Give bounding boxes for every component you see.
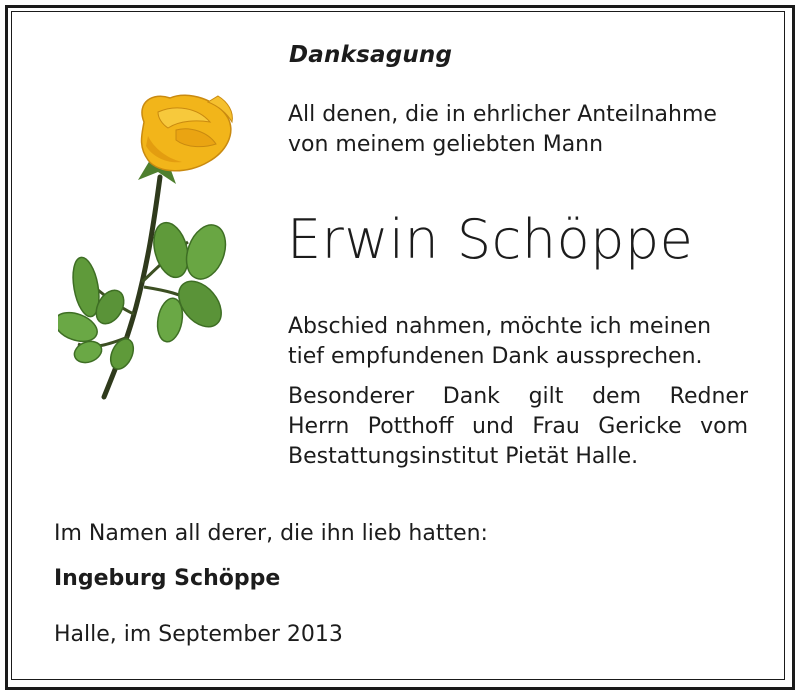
farewell-paragraph <box>288 312 748 372</box>
yellow-rose-icon <box>58 82 248 402</box>
heading-danksagung: Danksagung <box>289 42 453 68</box>
thanks-line-1: Besonderer Dank gilt dem Redner <box>288 384 748 409</box>
farewell-line-2: tief empfundenen Dank aussprechen. <box>288 344 703 369</box>
deceased-name: Erwin Schöppe <box>287 208 694 271</box>
thanks-paragraph <box>288 382 748 472</box>
farewell-line-1: Abschied nahmen, möchte ich meinen <box>288 314 712 339</box>
intro-line-2: von meinem geliebten Mann <box>288 132 604 157</box>
thanks-line-3: Bestattungsinstitut Pietät Halle. <box>288 444 639 469</box>
thanks-line-2: Herrn Potthoff und Frau Gericke vom <box>288 414 748 439</box>
intro-line-1: All denen, die in ehrlicher Anteilnahme <box>288 102 717 127</box>
on-behalf-text: Im Namen all derer, die ihn lieb hatten: <box>54 521 488 546</box>
intro-paragraph <box>288 100 748 160</box>
signatory-name: Ingeburg Schöppe <box>54 566 281 591</box>
place-date: Halle, im September 2013 <box>54 622 343 647</box>
